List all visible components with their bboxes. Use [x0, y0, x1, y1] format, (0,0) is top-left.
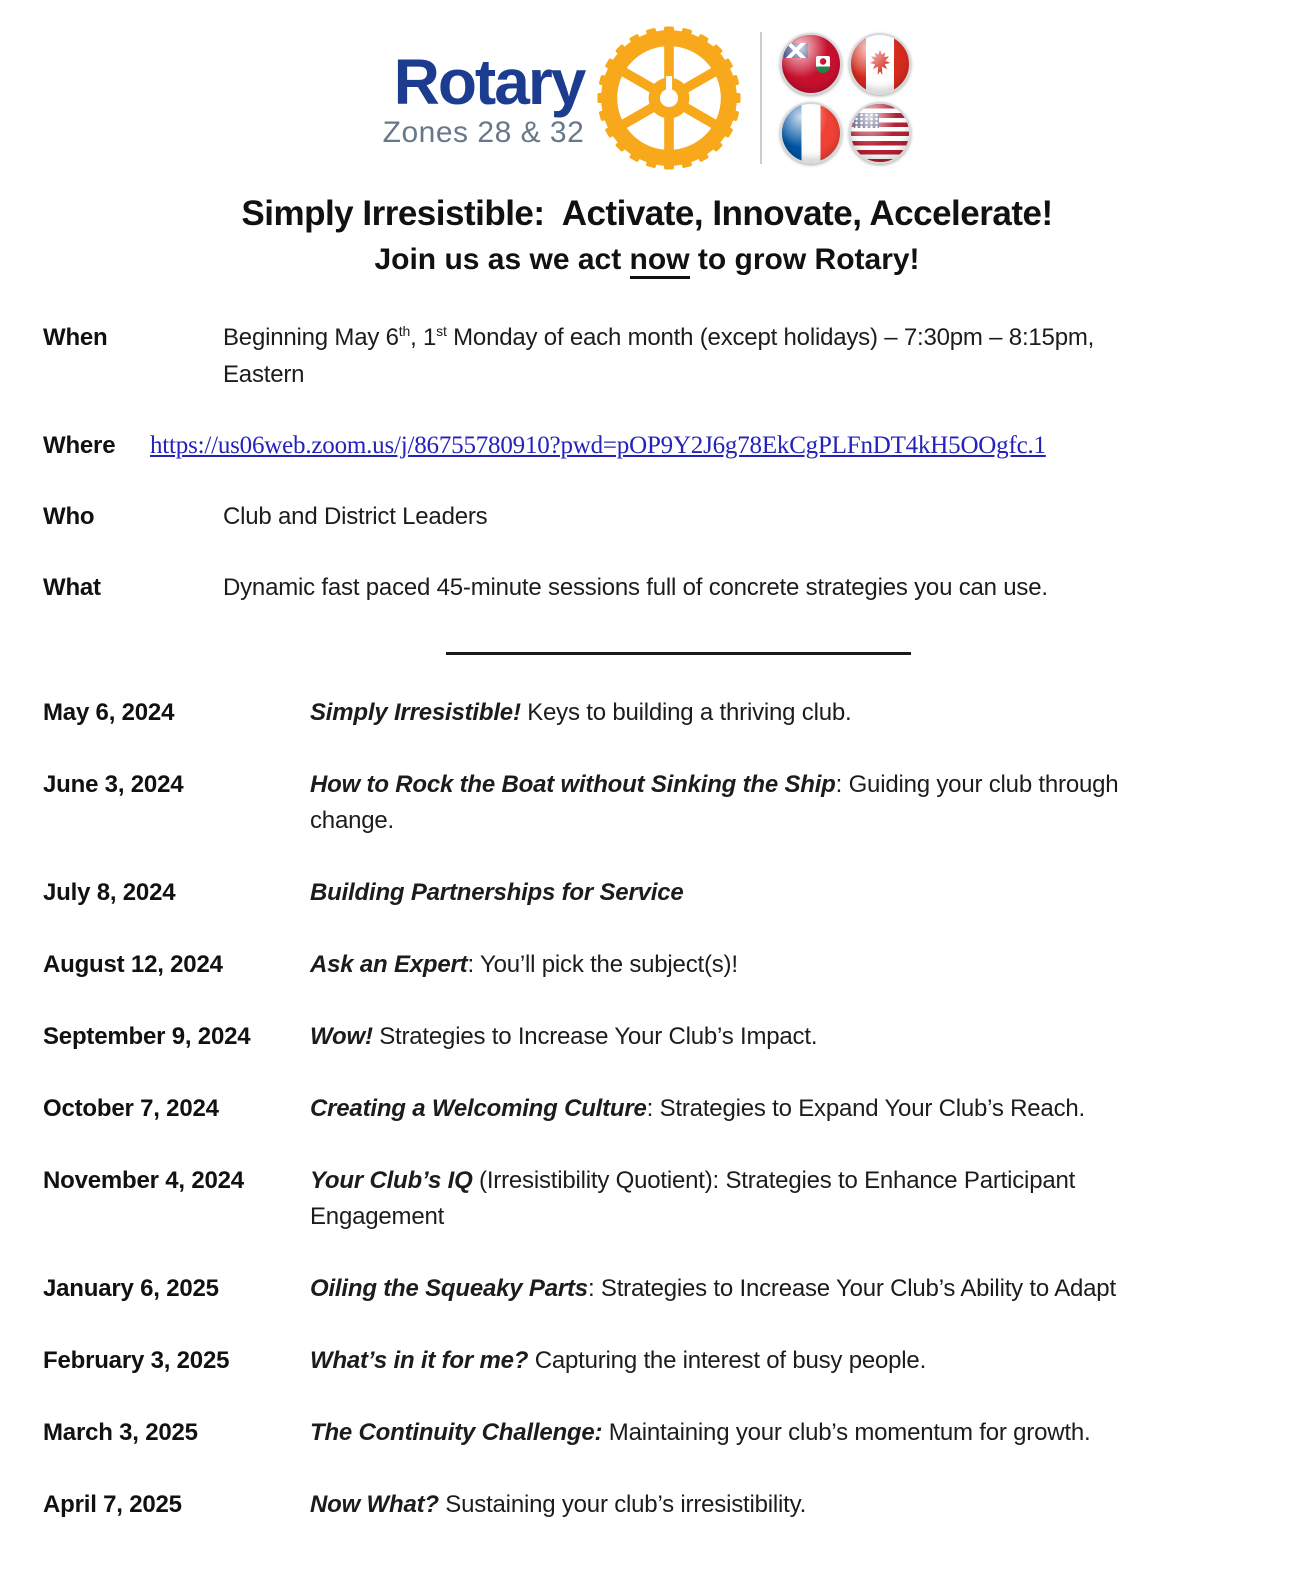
who-value: Club and District Leaders [223, 503, 488, 530]
session-title: Creating a Welcoming Culture [310, 1095, 647, 1122]
subtitle-prefix: Join us as we act [374, 243, 630, 276]
what-label: What [43, 574, 101, 601]
info-row-what [43, 569, 1251, 606]
when-text-line2: Eastern [223, 361, 305, 388]
session-detail: : Strategies to Increase Your Club’s Ability to Adapt [587, 1275, 1116, 1302]
schedule-row [43, 1091, 1251, 1127]
session-description [310, 947, 1251, 983]
session-detail: Maintaining your club’s momentum for growth. [602, 1419, 1091, 1446]
usa-flag-icon [849, 102, 911, 164]
session-description [310, 1487, 1251, 1523]
session-detail: (Irresistibility Quotient): Strategies to Enhance Participant [472, 1167, 1076, 1194]
when-superscript-th: th [398, 323, 411, 339]
rotary-wheel-icon [596, 25, 742, 171]
session-title: Building Partnerships for Service [310, 879, 684, 906]
session-detail-line2: change. [310, 807, 395, 834]
rotary-zones-label: Zones 28 & 32 [382, 116, 585, 150]
session-title: Your Club’s IQ [310, 1167, 473, 1194]
session-date: May 6, 2024 [43, 699, 175, 726]
session-title: Wow! [310, 1023, 373, 1050]
session-title: Now What? [310, 1491, 439, 1518]
when-text-part3: Monday of each month (except holidays) – 7:30pm – 8:15pm, [446, 324, 1095, 351]
schedule-row [43, 1271, 1251, 1307]
schedule-row [43, 767, 1251, 839]
bermuda-flag-icon [780, 33, 842, 95]
session-date: June 3, 2024 [43, 771, 184, 798]
page-title: Simply Irresistible: Activate, Innovate, Accelerate! [241, 194, 1053, 233]
subtitle-suffix: to grow Rotary! [689, 243, 920, 276]
session-detail: Strategies to Increase Your Club’s Impact. [372, 1023, 818, 1050]
session-detail: Sustaining your club’s irresistibility. [438, 1491, 807, 1518]
schedule-row [43, 1163, 1251, 1235]
schedule-row [43, 1019, 1251, 1055]
session-detail: : You’ll pick the subject(s)! [467, 951, 738, 978]
where-value [150, 427, 1251, 464]
canada-flag-icon [849, 33, 911, 95]
schedule-row [43, 1343, 1251, 1379]
session-description [310, 695, 1251, 731]
session-detail: Keys to building a thriving club. [520, 699, 852, 726]
schedule-row [43, 1487, 1251, 1523]
event-info [43, 319, 1251, 606]
session-description [310, 1271, 1251, 1307]
schedule-row [43, 695, 1251, 731]
rotary-logo-header [43, 22, 1251, 174]
session-title: How to Rock the Boat without Sinking the Ship [310, 771, 836, 798]
info-row-who [43, 498, 1251, 535]
when-label: When [43, 324, 108, 351]
logo-divider [760, 32, 762, 164]
session-date: November 4, 2024 [43, 1167, 244, 1194]
session-description [310, 1415, 1251, 1451]
info-row-where [43, 427, 1251, 464]
france-flag-icon [780, 102, 842, 164]
info-row-when [43, 319, 1251, 393]
session-date: September 9, 2024 [43, 1023, 251, 1050]
section-divider-line [446, 652, 911, 655]
session-schedule [43, 695, 1251, 1523]
maple-leaf-icon [865, 48, 895, 78]
session-description [310, 1343, 1251, 1379]
session-date: August 12, 2024 [43, 951, 223, 978]
who-label: Who [43, 503, 95, 530]
when-text-part2: , 1 [410, 324, 437, 351]
session-description [310, 1091, 1251, 1127]
session-title: What’s in it for me? [310, 1347, 529, 1374]
session-detail: : Strategies to Expand Your Club’s Reach. [646, 1095, 1085, 1122]
when-text-part1: Beginning May 6 [223, 324, 399, 351]
bermuda-union-jack-canton [784, 43, 808, 58]
session-detail: : Guiding your club through [835, 771, 1119, 798]
usa-stars-canton [854, 113, 879, 128]
where-label: Where [43, 432, 116, 459]
session-date: July 8, 2024 [43, 879, 176, 906]
when-superscript-st: st [436, 323, 447, 339]
zone-flags [780, 33, 911, 164]
schedule-row [43, 1415, 1251, 1451]
page-subtitle [43, 243, 1251, 277]
zoom-meeting-link[interactable]: https://us06web.zoom.us/j/86755780910?pwd=pOP9Y2J6g78EkCgPLFnDT4kH5OOgfc.1 [150, 432, 1046, 459]
session-title: Ask an Expert [310, 951, 468, 978]
bermuda-coat-of-arms [816, 56, 830, 73]
session-title: Simply Irresistible! [310, 699, 521, 726]
schedule-row [43, 947, 1251, 983]
session-detail-line2: Engagement [310, 1203, 445, 1230]
session-description [310, 1019, 1251, 1055]
session-detail: Capturing the interest of busy people. [528, 1347, 927, 1374]
session-date: March 3, 2025 [43, 1419, 198, 1446]
rotary-brand-name: Rotary [393, 45, 585, 118]
session-description [310, 767, 1251, 839]
when-value [223, 319, 1251, 393]
session-description [310, 875, 1251, 911]
session-date: February 3, 2025 [43, 1347, 230, 1374]
subtitle-emphasis-now: now [630, 243, 690, 279]
schedule-row [43, 875, 1251, 911]
rotary-wordmark [383, 46, 585, 151]
session-title: Oiling the Squeaky Parts [310, 1275, 588, 1302]
session-date: January 6, 2025 [43, 1275, 219, 1302]
session-date: October 7, 2024 [43, 1095, 219, 1122]
what-value: Dynamic fast paced 45-minute sessions full of concrete strategies you can use. [223, 574, 1048, 601]
session-title: The Continuity Challenge: [310, 1419, 603, 1446]
session-date: April 7, 2025 [43, 1491, 182, 1518]
session-description [310, 1163, 1251, 1235]
